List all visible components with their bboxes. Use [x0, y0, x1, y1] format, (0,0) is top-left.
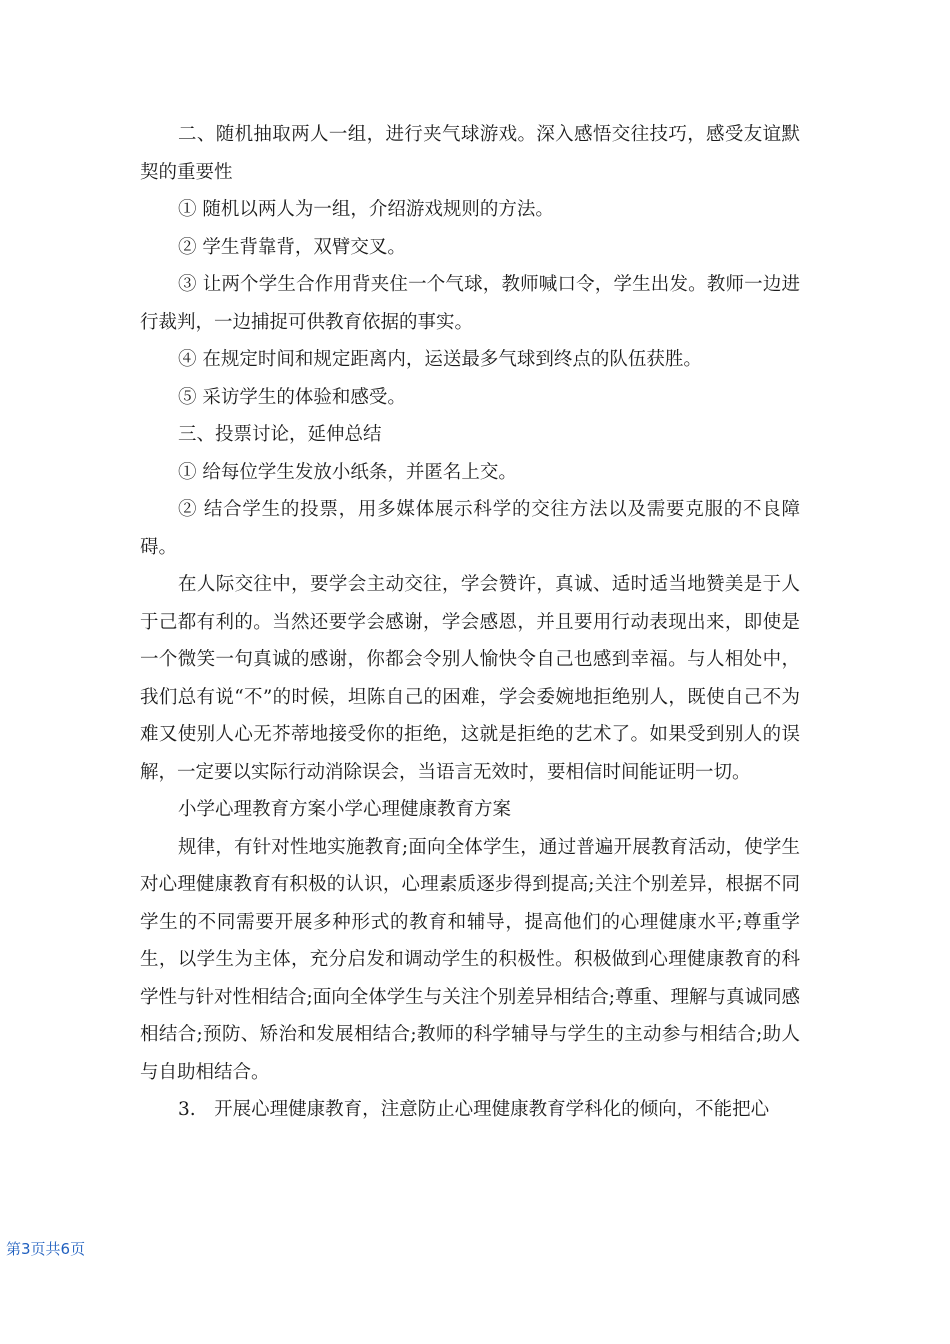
section-heading-two: 二、随机抽取两人一组，进行夹气球游戏。深入感悟交往技巧，感受友谊默契的重要性: [140, 124, 800, 183]
numbered-item: 3. 开展心理健康教育，注意防止心理健康教育学科化的倾向，不能把心: [178, 1099, 770, 1120]
document-body: [140, 116, 800, 1129]
list-item: ③ 让两个学生合作用背夹住一个气球，教师喊口令，学生出发。教师一边进行裁判，一边捕捉可供教育依据的事实。: [140, 274, 800, 333]
section-heading-three: 三、投票讨论，延伸总结: [178, 424, 382, 445]
list-item: ④ 在规定时间和规定距离内，运送最多气球到终点的队伍获胜。: [178, 349, 702, 370]
body-paragraph: 规律，有针对性地实施教育;面向全体学生，通过普遍开展教育活动，使学生对心理健康教育有积极的认识，心理素质逐步得到提高;关注个别差异，根据不同学生的不同需要开展多种形式的教育和辅导，提高他们的心理健康水平;尊重学生，以学生为主体，充分启发和调动学生的积极性。积极做到心理健康教育的科学性与针对性相结合;面向全体学生与关注个别差异相结合;尊重、理解与真诚同感相结合;预防、矫治和发展相结合;教师的科学辅导与学生的主动参与相结合;助人与自助相结合。: [140, 836, 800, 1083]
list-item: ② 结合学生的投票，用多媒体展示科学的交往方法以及需要克服的不良障碍。: [140, 499, 800, 558]
document-subtitle: 小学心理教育方案小学心理健康教育方案: [178, 799, 512, 820]
list-item: ⑤ 采访学生的体验和感受。: [178, 386, 406, 408]
list-item: ② 学生背靠背，双臂交叉。: [178, 236, 406, 258]
list-item: ① 给每位学生发放小纸条，并匿名上交。: [178, 461, 517, 483]
page-number-footer: 第3页共6页: [6, 1240, 86, 1258]
body-paragraph: 在人际交往中，要学会主动交往，学会赞许，真诚、适时适当地赞美是于人于己都有利的。当然还要学会感谢，学会感恩，并且要用行动表现出来，即使是一个微笑一句真诚的感谢，你都会令别人愉快令自己也感到幸福。与人相处中，我们总有说“不”的时候，坦陈自己的困难，学会委婉地拒绝别人，既使自己不为难又使别人心无芥蒂地接受你的拒绝，这就是拒绝的艺术了。如果受到别人的误解，一定要以实际行动消除误会，当语言无效时，要相信时间能证明一切。: [140, 574, 800, 783]
list-item: ① 随机以两人为一组，介绍游戏规则的方法。: [178, 199, 554, 220]
